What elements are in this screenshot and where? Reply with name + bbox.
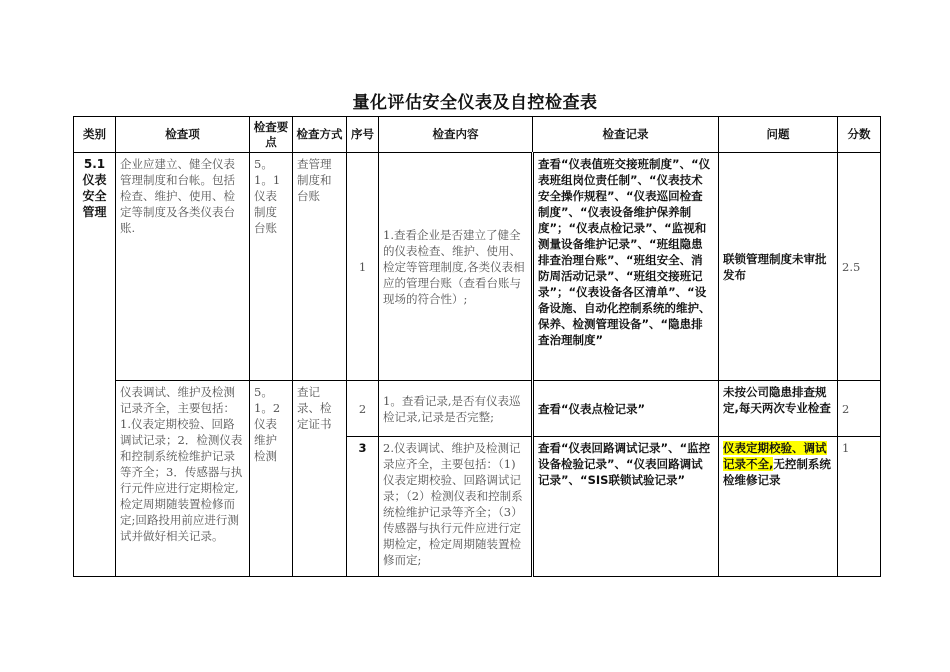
- check-content-cell: 1。查看记录,是否有仪表巡检记录,记录是否完整;: [379, 381, 533, 437]
- inspection-table: [73, 116, 881, 577]
- check-content-cell: 1.查看企业是否建立了健全的仪表检查、维护、使用、检定等管理制度,各类仪表相应的管理台账（查看台账与现场的符合性）;: [379, 153, 533, 381]
- issue-cell: [719, 437, 838, 577]
- check-method-cell: 查记录、检定证书: [293, 381, 347, 577]
- score-cell: 1: [838, 437, 881, 577]
- header-point: 检查要点: [250, 117, 293, 153]
- page-title: 量化评估安全仪表及自控检查表: [352, 93, 598, 113]
- seq-cell: 3: [347, 437, 379, 577]
- score-cell: 2.5: [838, 153, 881, 381]
- check-method-cell: 查管理制度和台账: [293, 153, 347, 381]
- check-content-cell: 2.仪表调试、维护及检测记录应齐全，主要包括：（1)仪表定期校验、回路调试记录；（2）检测仪表和控制系统检维护记录等齐全；（3）传感器与执行元件应进行定期检定，检定周期随装置检修而定;: [379, 437, 533, 577]
- category-cell: 5.1仪表安全管理: [74, 153, 116, 577]
- header-content: 检查内容: [379, 117, 533, 153]
- table-row: [74, 153, 881, 381]
- table-row: [74, 381, 881, 437]
- header-item: 检查项: [116, 117, 250, 153]
- check-point-cell: 5。1。1仪表制度台账: [250, 153, 293, 381]
- issue-cell: 未按公司隐患排查规定,每天两次专业检查: [719, 381, 838, 437]
- header-method: 检查方式: [293, 117, 347, 153]
- header-seq: 序号: [347, 117, 379, 153]
- header-category: 类别: [74, 117, 116, 153]
- issue-highlight: 仪表定期校验、调试记录不全,: [723, 441, 827, 471]
- header-record: 检查记录: [533, 117, 719, 153]
- score-cell: 2: [838, 381, 881, 437]
- check-record-cell: 查看“仪表点检记录”: [533, 381, 719, 437]
- issue-rest: 无控制系统检维修记录: [723, 457, 831, 487]
- check-item-cell: 仪表调试、维护及检测记录齐全，主要包括：1.仪表定期校验、回路调试记录；2．检测仪表和控制系统检维护记录等齐全；3．传感器与执行元件应进行定期检定,检定周期随装置检修而定;回路投用前应进行测试并做好相关记录。: [116, 381, 250, 577]
- check-record-cell: 查看“仪表值班交接班制度”、“仪表班组岗位责任制”、“仪表技术安全操作规程”、“仪表巡回检查制度”、“仪表设备维护保养制度”；“仪表点检记录”、“监视和测量设备维护记录”、“班组隐患排查治理台账”、“班组安全、消防周活动记录”、“班组交接班记录”；“仪表设备各区清单”、“设备设施、自动化控制系统的维护、保养、检测管理设备”、“隐患排查治理制度”: [533, 153, 719, 381]
- header-issue: 问题: [719, 117, 838, 153]
- check-item-cell: 企业应建立、健全仪表管理制度和台帐。包括检查、维护、使用、检定等制度及各类仪表台账.: [116, 153, 250, 381]
- seq-cell: 1: [347, 153, 379, 381]
- check-point-cell: 5。1。2仪表维护检测: [250, 381, 293, 577]
- check-record-cell: 查看“仪表回路调试记录”、“监控设备检验记录”、“仪表回路调试记录”、“SIS联锁试验记录”: [533, 437, 719, 577]
- header-score: 分数: [838, 117, 881, 153]
- header-row: [74, 117, 881, 153]
- seq-cell: 2: [347, 381, 379, 437]
- issue-cell: 联锁管理制度未审批发布: [719, 153, 838, 381]
